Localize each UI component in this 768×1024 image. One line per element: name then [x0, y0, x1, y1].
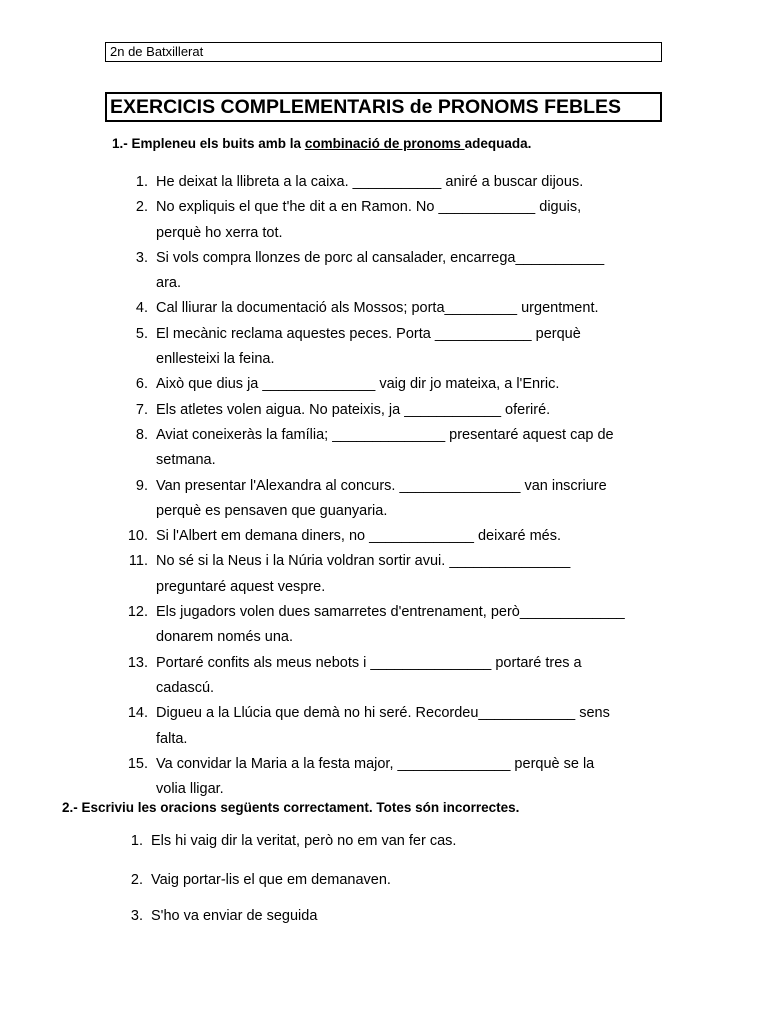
- correction-item: [110, 831, 456, 851]
- exercise-line: El mecànic reclama aquestes peces. Porta ____________ perquè: [156, 325, 581, 342]
- exercise-number: 7.: [135, 401, 148, 418]
- exercise-line: perquè es pensaven que guanyaria.: [156, 502, 388, 519]
- exercise-number: 13.: [127, 654, 148, 671]
- exercise-number: 1.: [135, 174, 148, 190]
- exercise-line: Cal lliurar la documentació als Mossos; porta_________ urgentment.: [156, 300, 599, 317]
- exercise-number: 2.: [135, 199, 148, 216]
- exercise-item: [110, 752, 670, 803]
- exercise-line: volia lligar.: [156, 781, 224, 798]
- exercise-item: [110, 651, 670, 702]
- exercise-number: 12.: [127, 604, 148, 621]
- section1-heading: [112, 134, 531, 154]
- exercise-line: Digueu a la Llúcia que demà no hi seré. Recordeu____________ sens: [156, 705, 610, 722]
- exercise-line: No expliquis el que t'he dit a en Ramon. No ____________ diguis,: [156, 199, 582, 216]
- exercise-item: [110, 474, 670, 525]
- exercise-item: [110, 549, 670, 600]
- title-text: EXERCICIS COMPLEMENTARIS de PRONOMS FEBLES: [110, 96, 622, 118]
- correction-number: 2.: [130, 872, 143, 888]
- exercise-item: [110, 600, 670, 651]
- exercise-number: 15.: [127, 755, 148, 772]
- correction-item: [110, 906, 317, 926]
- exercise-number: 14.: [127, 705, 148, 722]
- exercise-line: setmana.: [156, 452, 216, 469]
- exercise-number: 9.: [135, 477, 148, 494]
- exercise-line: He deixat la llibreta a la caixa. ___________ aniré a buscar dijous.: [156, 174, 584, 190]
- exercise-number: 6.: [135, 376, 148, 393]
- section1-heading-suffix: adequada.: [464, 136, 532, 151]
- exercise-number: 4.: [135, 300, 148, 317]
- exercise-line: Va convidar la Maria a la festa major, ______________ perquè se la: [156, 755, 595, 772]
- exercise-number: 3.: [135, 249, 148, 266]
- exercise-number: 5.: [135, 325, 148, 342]
- exercise-item: [110, 246, 670, 297]
- course-label: 2n de Batxillerat: [110, 44, 204, 59]
- exercise-item: [110, 423, 670, 474]
- correction-sentence: Vaig portar-lis el que em demanaven.: [151, 872, 391, 888]
- exercise-line: Si l'Albert em demana diners, no _____________ deixaré més.: [156, 528, 561, 545]
- exercise-line: Si vols compra llonzes de porc al cansalader, encarrega___________: [156, 249, 605, 266]
- exercise-line: No sé si la Neus i la Núria voldran sortir avui. _______________: [156, 553, 571, 570]
- exercise-line: preguntaré aquest vespre.: [156, 578, 326, 595]
- exercise-item: [110, 701, 670, 752]
- exercise-line: Els jugadors volen dues samarretes d'entrenament, però_____________: [156, 604, 625, 621]
- correction-item: [110, 870, 391, 890]
- exercise-item: [110, 170, 670, 195]
- section1-exercise-list: [110, 170, 670, 802]
- exercise-item: [110, 524, 670, 549]
- exercise-item: [110, 322, 670, 373]
- exercise-line: Els atletes volen aigua. No pateixis, ja ____________ oferiré.: [156, 401, 551, 418]
- section1-heading-prefix: 1.- Empleneu els buits amb la: [112, 136, 305, 151]
- exercise-line: Van presentar l'Alexandra al concurs. _______________ van inscriure: [156, 477, 607, 494]
- exercise-line: Portaré confits als meus nebots i _______________ portaré tres a: [156, 654, 582, 671]
- exercise-number: 11.: [128, 553, 148, 570]
- exercise-line: Aviat coneixeràs la família; ______________ presentaré aquest cap de: [156, 426, 614, 443]
- section1-heading-underlined: combinació de pronoms: [304, 136, 465, 151]
- correction-sentence: Els hi vaig dir la veritat, però no em van fer cas.: [151, 833, 457, 849]
- exercise-number: 10.: [127, 528, 148, 545]
- document-title: [105, 92, 662, 122]
- course-header: [105, 42, 662, 62]
- exercise-line: donarem només una.: [156, 629, 294, 646]
- exercise-line: falta.: [156, 730, 188, 747]
- section2-heading: 2.- Escriviu les oracions següents correctament. Totes són incorrectes.: [62, 800, 520, 815]
- correction-number: 1.: [130, 833, 143, 849]
- exercise-line: ara.: [156, 275, 181, 292]
- exercise-line: perquè ho xerra tot.: [156, 224, 283, 241]
- exercise-item: [110, 195, 670, 246]
- exercise-line: enllesteixi la feina.: [156, 351, 275, 368]
- exercise-number: 8.: [135, 426, 148, 443]
- exercise-item: [110, 398, 670, 423]
- exercise-item: [110, 372, 670, 397]
- correction-sentence: S'ho va enviar de seguida: [151, 908, 318, 924]
- correction-number: 3.: [130, 908, 143, 924]
- exercise-line: cadascú.: [156, 679, 215, 696]
- exercise-item: [110, 296, 670, 321]
- exercise-line: Això que dius ja ______________ vaig dir jo mateixa, a l'Enric.: [156, 376, 560, 393]
